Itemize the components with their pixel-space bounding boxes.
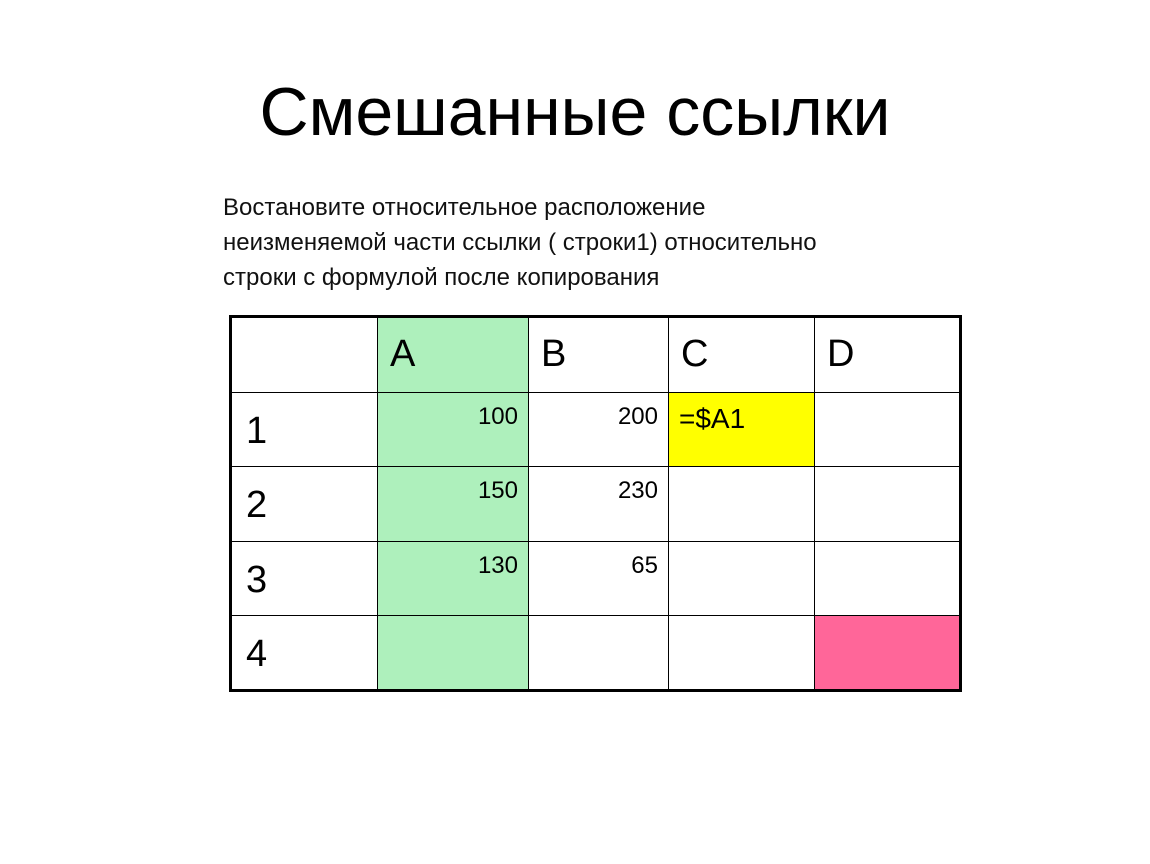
table-row [231, 393, 961, 467]
row-header-3: 3 [231, 542, 378, 616]
column-header-b: B [529, 317, 669, 393]
column-header-a: A [378, 317, 529, 393]
table-row [231, 616, 961, 691]
row-header-4: 4 [231, 616, 378, 691]
cell-a4[interactable] [378, 616, 529, 691]
cell-c3[interactable] [669, 542, 815, 616]
task-line-2: неизменяемой части ссылки ( строки1) относительно [223, 229, 817, 256]
cell-b4[interactable] [529, 616, 669, 691]
spreadsheet-grid [229, 315, 962, 692]
cell-d2[interactable] [815, 467, 961, 542]
column-header-c: C [669, 317, 815, 393]
table-row [231, 542, 961, 616]
cell-a3[interactable]: 130 [378, 542, 529, 616]
cell-c4[interactable] [669, 616, 815, 691]
header-row [231, 317, 961, 393]
cell-d3[interactable] [815, 542, 961, 616]
slide-title: Смешанные ссылки [259, 74, 891, 150]
task-description [223, 190, 983, 295]
table-row [231, 467, 961, 542]
column-header-d: D [815, 317, 961, 393]
cell-a1[interactable]: 100 [378, 393, 529, 467]
cell-c2[interactable] [669, 467, 815, 542]
cell-b2[interactable]: 230 [529, 467, 669, 542]
row-header-2: 2 [231, 467, 378, 542]
cell-d4-target[interactable] [815, 616, 961, 691]
cell-b3[interactable]: 65 [529, 542, 669, 616]
cell-a2[interactable]: 150 [378, 467, 529, 542]
task-line-3: строки с формулой после копирования [223, 264, 660, 291]
cell-d1[interactable] [815, 393, 961, 467]
cell-c1-formula[interactable]: =$A1 [669, 393, 815, 467]
corner-cell [231, 317, 378, 393]
task-line-1: Востановите относительное расположение [223, 194, 706, 221]
cell-b1[interactable]: 200 [529, 393, 669, 467]
row-header-1: 1 [231, 393, 378, 467]
